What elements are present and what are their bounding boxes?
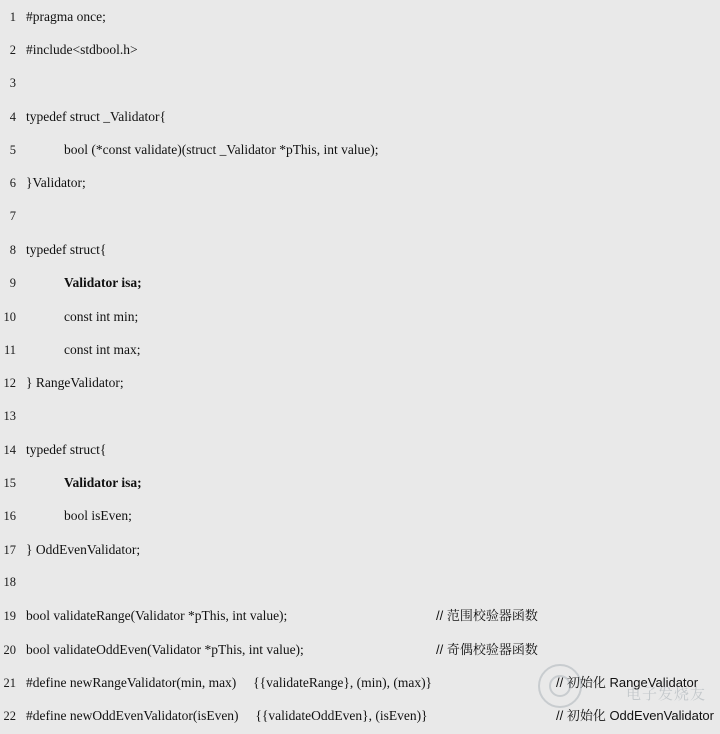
line-number: 5 — [9, 143, 16, 158]
code-text — [26, 666, 720, 699]
code-statement: bool validateOddEven(Validator *pThis, int value); — [26, 641, 304, 657]
code-statement: #define newRangeValidator(min, max) {{validateRange}, (min), (max)} — [26, 674, 433, 690]
code-text — [26, 300, 720, 333]
code-line — [0, 499, 720, 532]
code-statement: typedef struct{ — [26, 441, 107, 457]
code-comment: // 奇偶校验器函数 — [436, 641, 538, 657]
line-number: 3 — [9, 75, 16, 90]
line-number: 8 — [9, 243, 16, 258]
line-number: 14 — [3, 442, 16, 457]
line-number: 7 — [9, 208, 16, 223]
line-number: 1 — [9, 10, 16, 24]
code-statement: } RangeValidator; — [26, 375, 124, 391]
line-number: 6 — [9, 176, 16, 191]
code-line — [0, 366, 720, 399]
line-number: 19 — [3, 609, 16, 624]
code-statement: bool validateRange(Validator *pThis, int value); — [26, 608, 288, 624]
code-text — [26, 499, 720, 532]
line-number: 17 — [3, 542, 16, 557]
line-number: 20 — [3, 642, 16, 657]
line-number: 4 — [9, 109, 16, 124]
code-line — [0, 633, 720, 666]
code-text — [26, 599, 720, 632]
code-text — [26, 466, 720, 499]
code-text — [26, 100, 720, 133]
code-line — [0, 100, 720, 133]
code-line — [0, 200, 720, 233]
code-line — [0, 466, 720, 499]
code-text — [26, 266, 720, 299]
code-statement: #include<stdbool.h> — [26, 42, 138, 58]
code-text — [26, 533, 720, 566]
code-line — [0, 67, 720, 100]
code-text — [26, 633, 720, 666]
code-text — [26, 0, 720, 33]
line-number: 22 — [3, 709, 16, 724]
code-statement: bool (*const validate)(struct _Validator *pThis, int value); — [64, 142, 379, 158]
line-number: 21 — [3, 675, 16, 690]
line-number: 13 — [3, 408, 16, 423]
code-text — [26, 433, 720, 466]
code-statement: Validator isa; — [64, 275, 142, 291]
code-text — [26, 233, 720, 266]
code-statement: const int max; — [64, 341, 141, 357]
code-text — [26, 166, 720, 199]
code-line — [0, 533, 720, 566]
code-line — [0, 266, 720, 299]
code-statement: }Validator; — [26, 175, 86, 191]
code-statement: typedef struct _Validator{ — [26, 108, 166, 124]
code-line — [0, 0, 720, 33]
code-statement: const int min; — [64, 308, 139, 324]
code-line — [0, 400, 720, 433]
code-line — [0, 333, 720, 366]
code-comment: // 初始化 RangeValidator — [556, 674, 699, 690]
code-line — [0, 233, 720, 266]
line-number: 16 — [3, 509, 16, 524]
code-text — [26, 333, 720, 366]
line-number: 18 — [3, 575, 16, 590]
watermark-text: 电子发烧友 — [625, 686, 706, 703]
code-statement: typedef struct{ — [26, 242, 107, 258]
code-line — [0, 699, 720, 732]
code-line — [0, 566, 720, 599]
code-text — [26, 366, 720, 399]
code-text — [26, 33, 720, 66]
code-statement: Validator isa; — [64, 475, 142, 491]
code-line — [0, 300, 720, 333]
code-line — [0, 133, 720, 166]
line-number: 9 — [9, 276, 16, 291]
code-line — [0, 433, 720, 466]
code-line — [0, 166, 720, 199]
code-statement: bool isEven; — [64, 508, 132, 524]
code-line — [0, 33, 720, 66]
code-comment: // 初始化 OddEvenValidator — [556, 708, 714, 724]
code-comment: // 范围校验器函数 — [436, 608, 538, 624]
code-line — [0, 599, 720, 632]
code-text — [26, 699, 720, 732]
line-number: 15 — [3, 476, 16, 491]
code-statement: } OddEvenValidator; — [26, 541, 141, 557]
code-line — [0, 666, 720, 699]
code-statement: #pragma once; — [26, 9, 106, 24]
code-text — [26, 133, 720, 166]
line-number: 10 — [3, 309, 16, 324]
line-number: 2 — [9, 43, 16, 58]
line-number: 11 — [3, 342, 16, 357]
code-statement: #define newOddEvenValidator(isEven) {{validateOddEven}, (isEven)} — [26, 708, 428, 724]
line-number: 12 — [3, 376, 16, 391]
